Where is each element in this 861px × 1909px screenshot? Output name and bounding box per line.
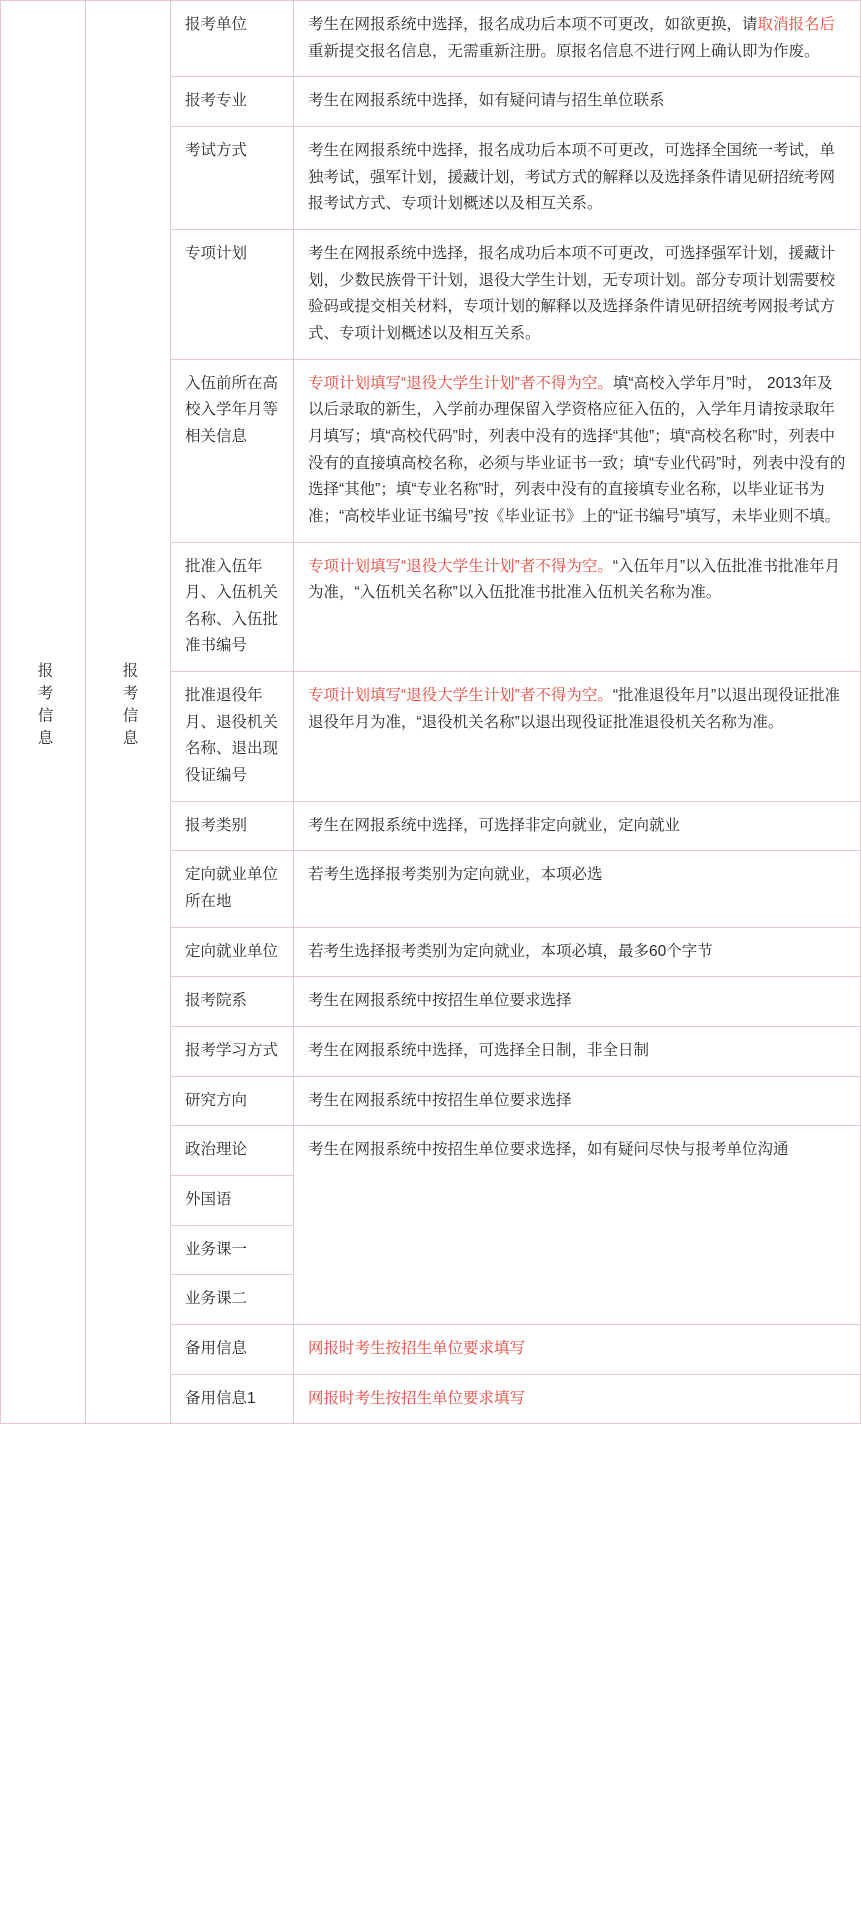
field-description-cell — [294, 1126, 861, 1325]
description-text: 考生在网报系统中按招生单位要求选择 — [308, 1091, 572, 1109]
field-description-cell — [294, 977, 861, 1027]
field-label-cell: 报考专业 — [171, 77, 294, 127]
description-text: 考生在网报系统中按招生单位要求选择，如有疑问尽快与报考单位沟通 — [308, 1141, 789, 1159]
field-label-cell: 报考学习方式 — [171, 1027, 294, 1077]
field-label-cell: 专项计划 — [171, 229, 294, 359]
field-description-cell — [294, 229, 861, 359]
description-highlight-text: 专项计划填写“退役大学生计划”者不得为空。 — [308, 557, 613, 575]
description-text: 考生在网报系统中选择，报名成功后本项不可更改，可选择全国统一考试，单独考试，强军计划，援藏计划，考试方式的解释以及选择条件请见研招统考网报考试方式、专项计划概述以及相互关系。 — [308, 141, 836, 213]
field-label-cell: 政治理论 — [171, 1126, 294, 1176]
description-text: “入伍年月”以入伍批准书批准年月为准，“入伍机关名称”以入伍批准书批准入伍机关名称为准。 — [308, 557, 841, 602]
field-description-cell — [294, 77, 861, 127]
description-text: “批准退役年月”以退出现役证批准退役年月为准，“退役机关名称”以退出现役证批准退役机关名称为准。 — [308, 687, 841, 731]
field-label-cell: 报考单位 — [171, 1, 294, 77]
description-text: 考生在网报系统中选择，报名成功后本项不可更改，可选择强军计划，援藏计划，少数民族骨干计划，退役大学生计划，无专项计划。部分专项计划需要校验码或提交相关材料，专项计划的解释以及选择条件请见研招统考网报考试方式、专项计划概述以及相互关系。 — [308, 244, 836, 342]
field-label-cell: 定向就业单位所在地 — [171, 851, 294, 927]
description-text: 考生在网报系统中选择，报名成功后本项不可更改，如欲更换，请 — [308, 16, 758, 33]
description-highlight-text: 网报时考生按招生单位要求填写 — [308, 1339, 526, 1357]
description-highlight-text: 专项计划填写“退役大学生计划”者不得为空。 — [308, 687, 613, 705]
field-description-cell — [294, 927, 861, 977]
field-label-cell: 考试方式 — [171, 126, 294, 229]
description-text: 若考生选择报考类别为定向就业，本项必选 — [308, 866, 603, 884]
field-label-cell: 备用信息 — [171, 1324, 294, 1374]
field-label-cell: 备用信息1 — [171, 1374, 294, 1424]
description-text: 考生在网报系统中按招生单位要求选择 — [308, 992, 572, 1010]
field-label-cell: 报考类别 — [171, 801, 294, 851]
field-label-cell: 批准入伍年月、入伍机关名称、入伍批准书编号 — [171, 542, 294, 672]
field-label-cell: 定向就业单位 — [171, 927, 294, 977]
description-text: 填“高校入学年月”时， 2013年及以后录取的新生，入学前办理保留入学资格应征入伍的，入学年月请按录取年月填写；填“高校代码”时，列表中没有的选择“其他”；填“高校名称”时，列表中没有的直接填高校名称，必须与毕业证书一致；填“专业代码”时，列表中没有的选择“其他”；填“专业名称”时，列表中没有的直接填专业名称，以毕业证书为准；“高校毕业证书编号”按《毕业证书》上的“证书编号”填写，未毕业则不填。 — [308, 374, 846, 525]
field-label-cell: 批准退役年月、退役机关名称、退出现役证编号 — [171, 672, 294, 802]
description-text: 重新提交报名信息，无需重新注册。原报名信息不进行网上确认即为作废。 — [308, 42, 820, 60]
row-subgroup-label-text: 报考信息 — [120, 662, 138, 753]
field-label-cell: 外国语 — [171, 1176, 294, 1226]
field-description-cell — [294, 1, 861, 77]
field-label-cell: 报考院系 — [171, 977, 294, 1027]
field-description-cell — [294, 801, 861, 851]
field-label-cell: 业务课二 — [171, 1275, 294, 1325]
field-description-cell — [294, 1374, 861, 1424]
description-text: 考生在网报系统中选择，如有疑问请与招生单位联系 — [308, 92, 665, 110]
field-description-cell — [294, 126, 861, 229]
description-highlight-text: 取消报名后 — [757, 16, 836, 33]
description-highlight-text: 网报时考生按招生单位要求填写 — [308, 1389, 526, 1407]
row-group-label-text: 报考信息 — [35, 662, 53, 753]
field-description-cell — [294, 851, 861, 927]
field-label-cell: 入伍前所在高校入学年月等相关信息 — [171, 359, 294, 542]
description-text: 考生在网报系统中选择，可选择全日制，非全日制 — [308, 1042, 650, 1060]
field-description-cell — [294, 359, 861, 542]
field-label-cell: 业务课一 — [171, 1225, 294, 1275]
field-description-cell — [294, 672, 861, 802]
field-description-cell — [294, 542, 861, 672]
description-text: 考生在网报系统中选择，可选择非定向就业，定向就业 — [308, 816, 681, 834]
field-label-cell: 研究方向 — [171, 1076, 294, 1126]
row-subgroup-label — [86, 1, 171, 1424]
table-row — [1, 1, 861, 77]
row-group-label — [1, 1, 86, 1424]
field-description-cell — [294, 1324, 861, 1374]
description-highlight-text: 专项计划填写“退役大学生计划”者不得为空。 — [308, 374, 613, 392]
description-text: 若考生选择报考类别为定向就业，本项必填，最多60个字节 — [308, 942, 713, 960]
field-description-cell — [294, 1027, 861, 1077]
field-description-cell — [294, 1076, 861, 1126]
